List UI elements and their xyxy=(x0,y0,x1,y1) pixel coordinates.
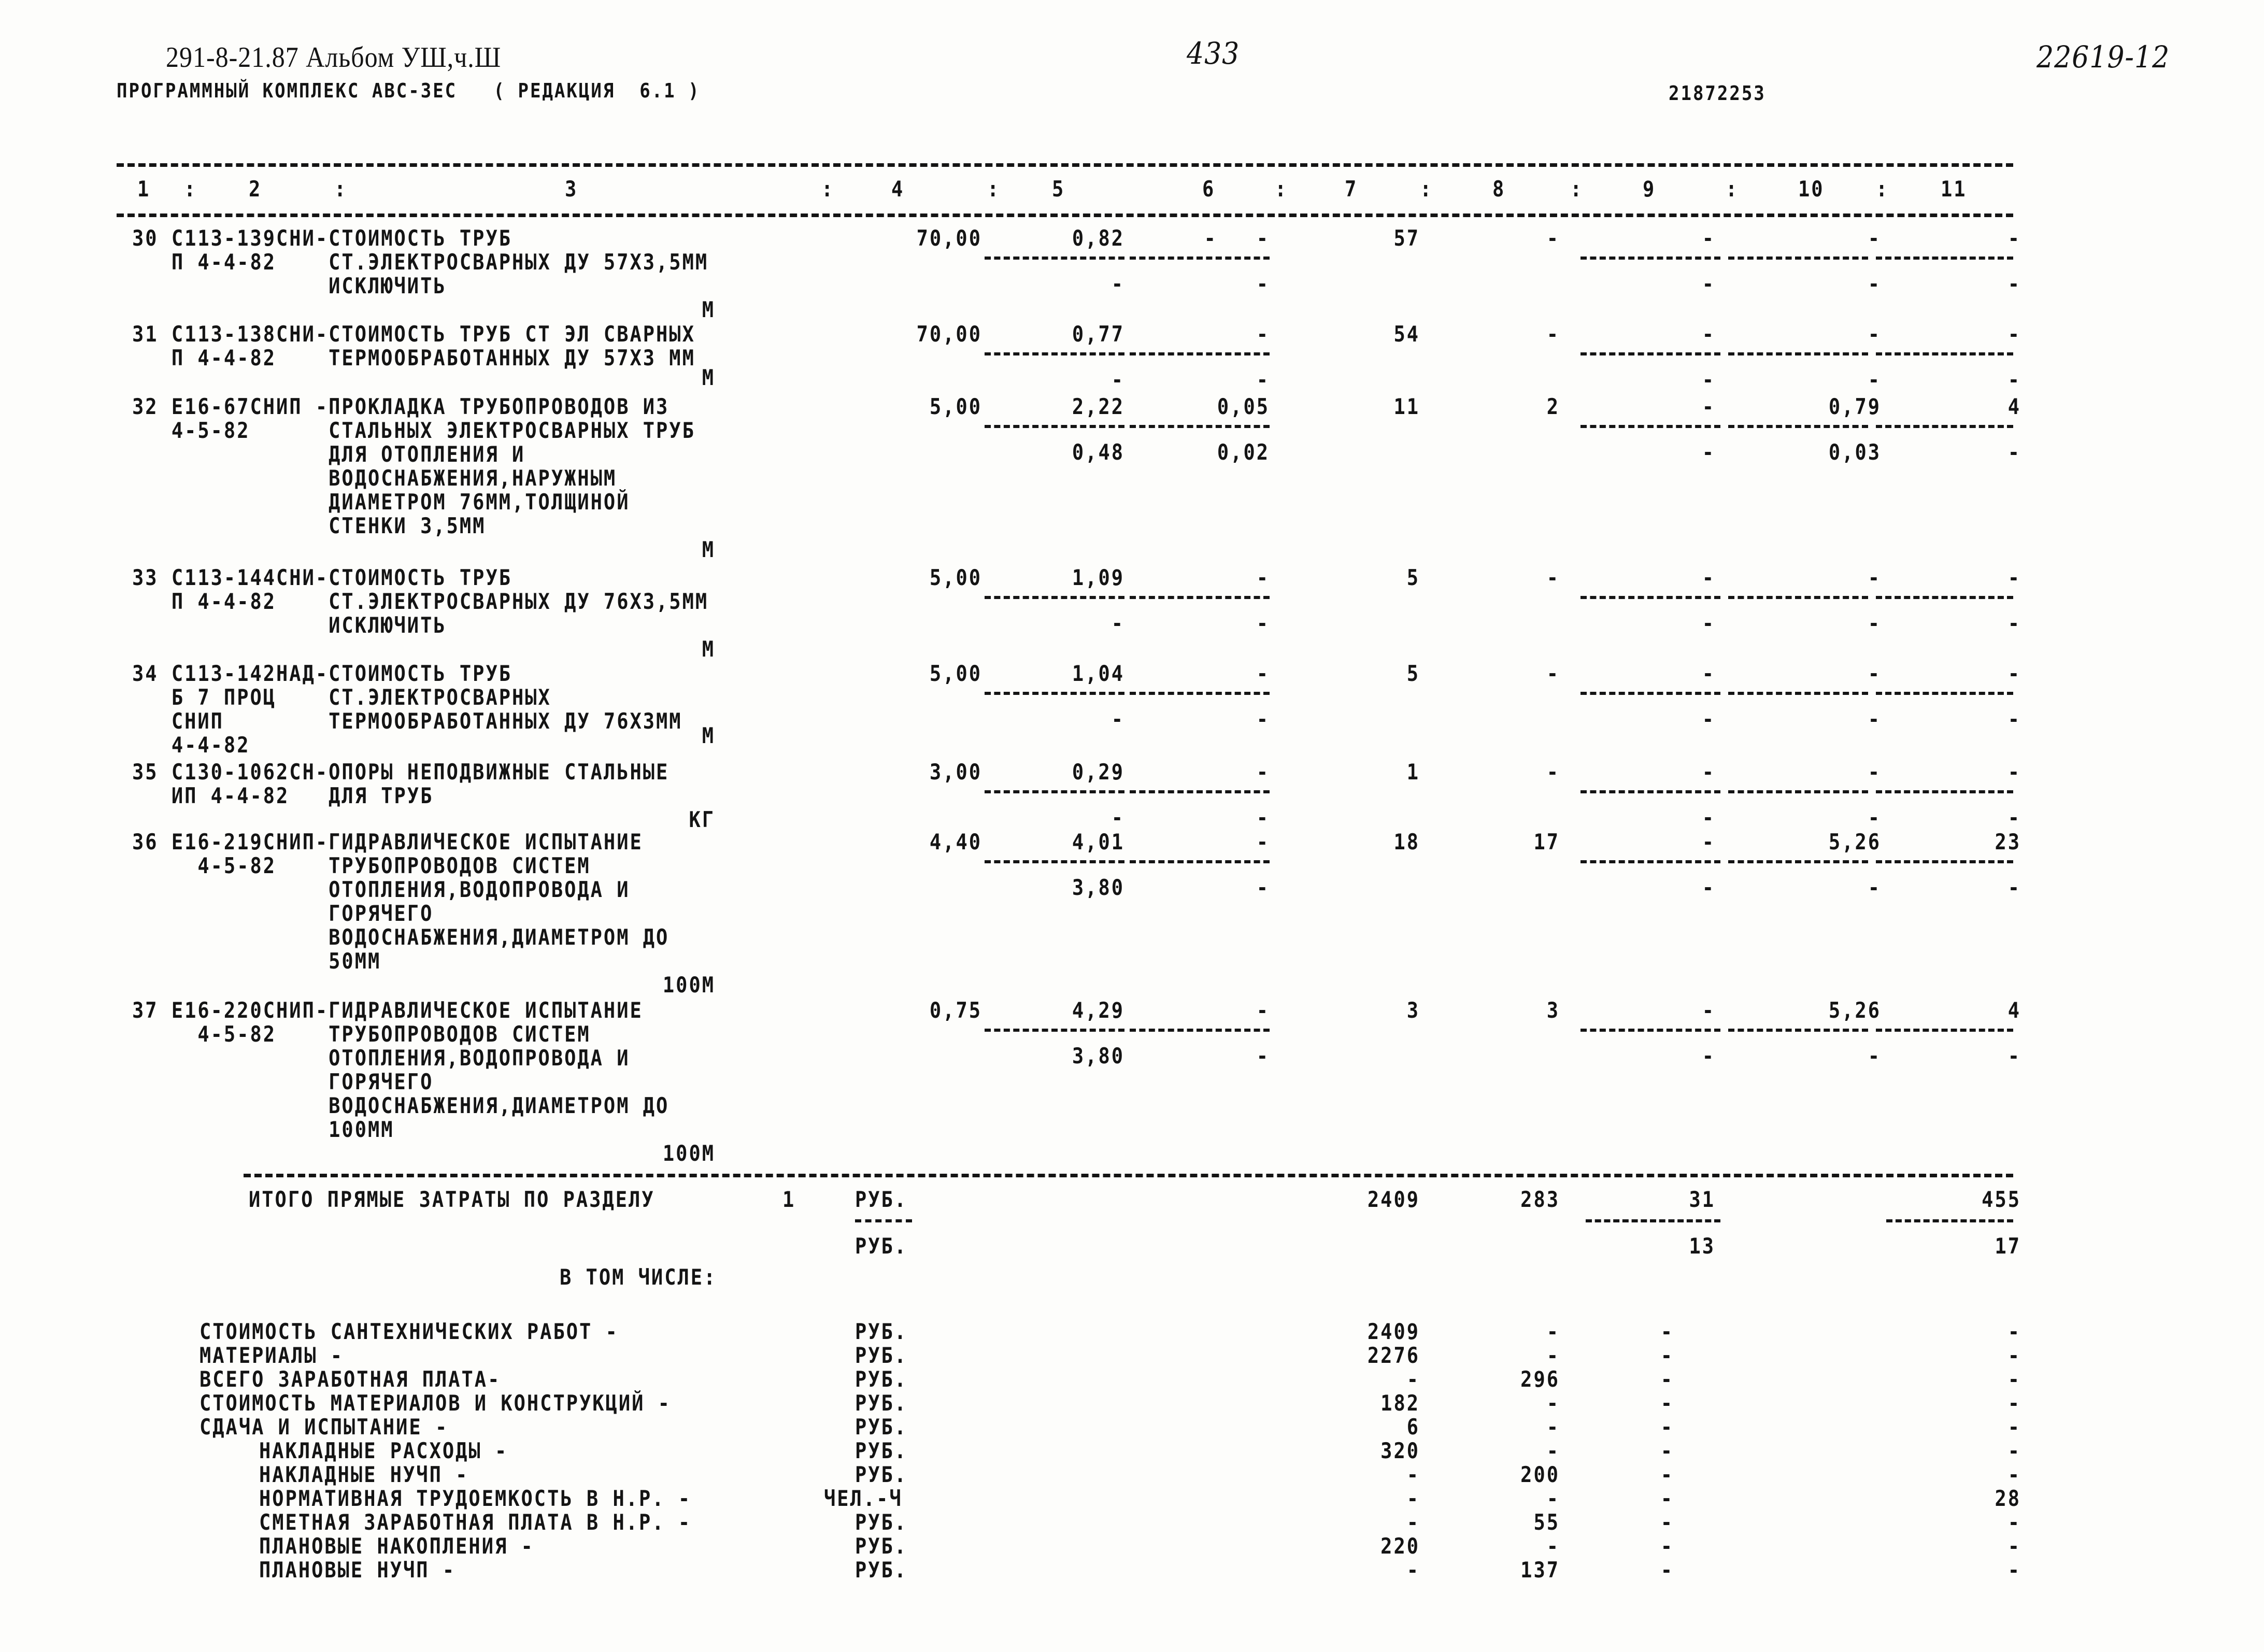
breakdown-c11: - xyxy=(2007,1319,2021,1345)
row-c11b: - xyxy=(2007,440,2021,465)
row-c9: - xyxy=(1702,226,1715,251)
row-c10-rule xyxy=(1728,860,1868,863)
row-c10: 5,26 xyxy=(1828,830,1881,855)
breakdown-c7: - xyxy=(1406,1462,1420,1488)
row-c10b: - xyxy=(1868,1044,1881,1069)
breakdown-c7: - xyxy=(1406,1558,1420,1583)
row-text-line: 4-4-82 xyxy=(132,733,250,758)
row-c11-rule xyxy=(1876,352,2013,355)
row-text-line: 33 С113-144СНИ-СТОИМОСТЬ ТРУБ xyxy=(132,565,512,591)
total-c7: 2409 xyxy=(1367,1187,1420,1213)
breakdown-c11: - xyxy=(2007,1367,2021,1392)
row-text-line: ИСКЛЮЧИТЬ xyxy=(132,274,447,299)
column-separator: : xyxy=(334,177,348,202)
column-header-7: 7 xyxy=(1345,177,1358,202)
row-text-line: ГОРЯЧЕГО xyxy=(132,901,434,927)
row-c10b: - xyxy=(1868,875,1881,901)
row-c11b: - xyxy=(2007,707,2021,732)
breakdown-label: ПЛАНОВЫЕ НУЧП - xyxy=(259,1558,456,1583)
row-c9b: - xyxy=(1702,805,1715,831)
row-c5: 4,29 xyxy=(1072,998,1124,1023)
breakdown-c7: - xyxy=(1406,1367,1420,1392)
breakdown-c8: - xyxy=(1546,1343,1560,1369)
row-c10-rule xyxy=(1728,596,1868,599)
breakdown-unit: РУБ. xyxy=(855,1558,908,1583)
doc-id: 21872253 xyxy=(1669,82,1766,106)
row-c5: 0,29 xyxy=(1072,760,1124,785)
column-separator: : xyxy=(1570,177,1584,202)
row-c5: 1,09 xyxy=(1072,565,1124,591)
row-c5-rule xyxy=(985,790,1124,793)
row-c11: - xyxy=(2007,565,2021,591)
row-c4: 5,00 xyxy=(929,661,982,687)
breakdown-unit: ЧЕЛ.-Ч xyxy=(824,1486,903,1512)
row-c6-rule xyxy=(1130,352,1270,355)
row-text-line: ДЛЯ ОТОПЛЕНИЯ И xyxy=(132,442,525,467)
row-c10b: - xyxy=(1868,707,1881,732)
row-unit: М xyxy=(702,637,715,662)
row-c8: 2 xyxy=(1546,394,1560,420)
row-c9: - xyxy=(1702,322,1715,347)
breakdown-c9: - xyxy=(1660,1486,1674,1512)
row-text-line: ОТОПЛЕНИЯ,ВОДОПРОВОДА И xyxy=(132,1046,630,1071)
total-c11b: 17 xyxy=(1995,1234,2021,1259)
row-c10b: - xyxy=(1868,272,1881,297)
row-c6b: - xyxy=(1256,707,1270,732)
row-unit: КГ xyxy=(689,807,715,833)
row-c4: 5,00 xyxy=(929,394,982,420)
breakdown-c7: 182 xyxy=(1380,1391,1420,1416)
breakdown-unit: РУБ. xyxy=(855,1439,908,1464)
row-c11: 4 xyxy=(2007,998,2021,1023)
breakdown-label: ВСЕГО ЗАРАБОТНАЯ ПЛАТА- xyxy=(200,1367,501,1392)
row-c7: 11 xyxy=(1393,394,1420,420)
page-number: 433 xyxy=(1187,36,1240,72)
row-c6b: - xyxy=(1256,805,1270,831)
row-text-line: 30 С113-139СНИ-СТОИМОСТЬ ТРУБ xyxy=(132,226,512,251)
row-text-line: 31 С113-138СНИ-СТОИМОСТЬ ТРУБ СТ ЭЛ СВАРНЫХ xyxy=(132,322,695,347)
row-c9b: - xyxy=(1702,707,1715,732)
row-c11b: - xyxy=(2007,1044,2021,1069)
breakdown-c11: - xyxy=(2007,1462,2021,1488)
row-c6: - xyxy=(1256,565,1270,591)
row-c6-rule xyxy=(1130,692,1270,695)
breakdown-unit: РУБ. xyxy=(855,1462,908,1488)
row-c6: - xyxy=(1256,830,1270,855)
breakdown-c11: - xyxy=(2007,1415,2021,1440)
column-header-2: 2 xyxy=(249,177,262,202)
breakdown-c11: - xyxy=(2007,1534,2021,1559)
column-header-9: 9 xyxy=(1643,177,1656,202)
breakdown-c9: - xyxy=(1660,1439,1674,1464)
row-c6-rule xyxy=(1130,790,1270,793)
row-c10b: 0,03 xyxy=(1828,440,1881,465)
row-c7: 57 xyxy=(1393,226,1420,251)
row-text-line: СНИП ТЕРМООБРАБОТАННЫХ ДУ 76Х3ММ xyxy=(132,709,682,734)
row-c10b: - xyxy=(1868,611,1881,636)
column-header-10: 10 xyxy=(1798,177,1825,202)
row-c6-rule xyxy=(1130,257,1270,260)
row-c5b: - xyxy=(1111,707,1124,732)
row-c7: 5 xyxy=(1406,661,1420,687)
row-c10-rule xyxy=(1728,790,1868,793)
total-c9b: 13 xyxy=(1689,1234,1715,1259)
row-text-line: ВОДОСНАБЖЕНИЯ,НАРУЖНЫМ xyxy=(132,466,617,491)
including-label: В ТОМ ЧИСЛЕ: xyxy=(560,1265,717,1290)
row-c8: 3 xyxy=(1546,998,1560,1023)
row-text-line: СТЕНКИ 3,5ММ xyxy=(132,514,486,539)
row-c6-rule xyxy=(1130,596,1270,599)
row-c6-rule xyxy=(1130,860,1270,863)
total-section: 1 xyxy=(782,1187,796,1213)
row-c5-rule xyxy=(985,596,1124,599)
breakdown-unit: РУБ. xyxy=(855,1415,908,1440)
row-c7: 5 xyxy=(1406,565,1420,591)
breakdown-c7: - xyxy=(1406,1486,1420,1512)
software-line: ПРОГРАММНЫЙ КОМПЛЕКС АВС-3ЕС ( РЕДАКЦИЯ 6.1 ) xyxy=(117,79,701,103)
row-text-line: 32 Е16-67СНИП -ПРОКЛАДКА ТРУБОПРОВОДОВ ИЗ xyxy=(132,394,670,420)
total-c8: 283 xyxy=(1520,1187,1560,1213)
archive-number: 22619-12 xyxy=(2037,40,2170,75)
row-text-line: ОТОПЛЕНИЯ,ВОДОПРОВОДА И xyxy=(132,877,630,903)
row-unit: М xyxy=(702,365,715,391)
column-separator: : xyxy=(1275,177,1288,202)
row-unit: 100М xyxy=(662,973,715,998)
row-c9-rule xyxy=(1580,790,1720,793)
breakdown-c9: - xyxy=(1660,1343,1674,1369)
row-c4: 0,75 xyxy=(929,998,982,1023)
breakdown-c11: - xyxy=(2007,1558,2021,1583)
row-c4: 3,00 xyxy=(929,760,982,785)
breakdown-c8: 55 xyxy=(1533,1510,1560,1535)
row-c9: - xyxy=(1702,760,1715,785)
breakdown-c11: - xyxy=(2007,1343,2021,1369)
row-c11b: - xyxy=(2007,272,2021,297)
breakdown-c9: - xyxy=(1660,1462,1674,1488)
row-c10b: - xyxy=(1868,367,1881,393)
row-c6b: - xyxy=(1256,1044,1270,1069)
row-text-line: 4-5-82 СТАЛЬНЫХ ЭЛЕКТРОСВАРНЫХ ТРУБ xyxy=(132,418,695,444)
row-text-line: ВОДОСНАБЖЕНИЯ,ДИАМЕТРОМ ДО xyxy=(132,925,670,950)
row-c11-rule xyxy=(1876,790,2013,793)
breakdown-unit: РУБ. xyxy=(855,1367,908,1392)
row-c6: - xyxy=(1256,661,1270,687)
column-header-1: 1 xyxy=(137,177,151,202)
row-c10-rule xyxy=(1728,352,1868,355)
row-c6: - xyxy=(1256,760,1270,785)
row-c5: 1,04 xyxy=(1072,661,1124,687)
row-c9-rule xyxy=(1580,596,1720,599)
row-text-line: 4-5-82 ТРУБОПРОВОДОВ СИСТЕМ xyxy=(132,1022,591,1047)
row-c5-rule xyxy=(985,860,1124,863)
breakdown-c9: - xyxy=(1660,1510,1674,1535)
row-c5b: 3,80 xyxy=(1072,875,1124,901)
row-c5: 2,22 xyxy=(1072,394,1124,420)
row-c9-rule xyxy=(1580,257,1720,260)
column-separator: : xyxy=(1726,177,1739,202)
breakdown-c8: 200 xyxy=(1520,1462,1560,1488)
row-text-line: ИСКЛЮЧИТЬ xyxy=(132,613,447,638)
row-c5: 0,77 xyxy=(1072,322,1124,347)
total-unit: РУБ. xyxy=(855,1187,908,1213)
column-separator: : xyxy=(821,177,835,202)
row-c6b: 0,02 xyxy=(1217,440,1270,465)
row-c7: 3 xyxy=(1406,998,1420,1023)
row-c11-rule xyxy=(1876,1029,2013,1032)
row-c9b: - xyxy=(1702,440,1715,465)
column-header-11: 11 xyxy=(1941,177,1967,202)
row-text-line: П 4-4-82 ТЕРМООБРАБОТАННЫХ ДУ 57Х3 ММ xyxy=(132,346,695,371)
breakdown-unit: РУБ. xyxy=(855,1510,908,1535)
row-c11b: - xyxy=(2007,805,2021,831)
row-c11: - xyxy=(2007,760,2021,785)
row-c5b: 3,80 xyxy=(1072,1044,1124,1069)
breakdown-c9: - xyxy=(1660,1415,1674,1440)
row-c9-rule xyxy=(1580,352,1720,355)
row-c6: - - xyxy=(1204,226,1270,251)
header-top-rule xyxy=(117,163,2013,167)
row-c4: 4,40 xyxy=(929,830,982,855)
column-header-5: 5 xyxy=(1052,177,1065,202)
header-bottom-rule xyxy=(117,213,2013,217)
breakdown-c11: - xyxy=(2007,1391,2021,1416)
row-text-line: ИП 4-4-82 ДЛЯ ТРУБ xyxy=(132,784,434,809)
row-c8: - xyxy=(1546,322,1560,347)
total-c9: 31 xyxy=(1689,1187,1715,1213)
breakdown-unit: РУБ. xyxy=(855,1319,908,1345)
row-c9b: - xyxy=(1702,875,1715,901)
album-title: 291-8-21.87 Альбом УШ,ч.Ш xyxy=(166,40,502,74)
breakdown-c8: - xyxy=(1546,1439,1560,1464)
breakdown-c7: 6 xyxy=(1406,1415,1420,1440)
row-c5b: - xyxy=(1111,367,1124,393)
breakdown-c11: - xyxy=(2007,1439,2021,1464)
total-unit2: РУБ. xyxy=(855,1234,908,1259)
breakdown-c8: 296 xyxy=(1520,1367,1560,1392)
breakdown-c7: - xyxy=(1406,1510,1420,1535)
row-c11: 23 xyxy=(1995,830,2021,855)
row-c10: - xyxy=(1868,226,1881,251)
breakdown-c8: - xyxy=(1546,1391,1560,1416)
row-c9: - xyxy=(1702,661,1715,687)
breakdown-unit: РУБ. xyxy=(855,1343,908,1369)
breakdown-label: СТОИМОСТЬ САНТЕХНИЧЕСКИХ РАБОТ - xyxy=(200,1319,619,1345)
row-c6-rule xyxy=(1130,1029,1270,1032)
row-c6b: - xyxy=(1256,367,1270,393)
row-c11-rule xyxy=(1876,596,2013,599)
breakdown-c9: - xyxy=(1660,1367,1674,1392)
row-c8: - xyxy=(1546,760,1560,785)
row-unit: М xyxy=(702,723,715,749)
row-c5b: - xyxy=(1111,805,1124,831)
row-c5-rule xyxy=(985,692,1124,695)
breakdown-c8: 137 xyxy=(1520,1558,1560,1583)
row-c6: - xyxy=(1256,322,1270,347)
row-text-line: 100ММ xyxy=(132,1117,394,1143)
row-c5b: - xyxy=(1111,611,1124,636)
row-c11-rule xyxy=(1876,860,2013,863)
row-c10: - xyxy=(1868,661,1881,687)
row-c5b: - xyxy=(1111,272,1124,297)
row-c5: 0,82 xyxy=(1072,226,1124,251)
row-c10-rule xyxy=(1728,692,1868,695)
column-separator: : xyxy=(1876,177,1889,202)
row-unit: 100М xyxy=(662,1141,715,1166)
breakdown-c7: 220 xyxy=(1380,1534,1420,1559)
row-c10-rule xyxy=(1728,1029,1868,1032)
row-c11: 4 xyxy=(2007,394,2021,420)
breakdown-label: СТОИМОСТЬ МАТЕРИАЛОВ И КОНСТРУКЦИЙ - xyxy=(200,1391,671,1416)
total-c11: 455 xyxy=(1982,1187,2021,1213)
row-c9b: - xyxy=(1702,272,1715,297)
row-c9: - xyxy=(1702,565,1715,591)
breakdown-c11: 28 xyxy=(1995,1486,2021,1512)
breakdown-c11: - xyxy=(2007,1510,2021,1535)
column-header-6: 6 xyxy=(1202,177,1216,202)
row-c7: 18 xyxy=(1393,830,1420,855)
row-c10: - xyxy=(1868,760,1881,785)
breakdown-c8: - xyxy=(1546,1415,1560,1440)
row-c7: 54 xyxy=(1393,322,1420,347)
row-c8: 17 xyxy=(1533,830,1560,855)
row-c10: 5,26 xyxy=(1828,998,1881,1023)
breakdown-c8: - xyxy=(1546,1534,1560,1559)
row-c11: - xyxy=(2007,322,2021,347)
row-c9b: - xyxy=(1702,367,1715,393)
total-top-rule xyxy=(244,1174,2013,1177)
row-text-line: 35 С130-1062СН-ОПОРЫ НЕПОДВИЖНЫЕ СТАЛЬНЫЕ xyxy=(132,760,670,785)
breakdown-c9: - xyxy=(1660,1391,1674,1416)
row-text-line: Б 7 ПРОЦ СТ.ЭЛЕКТРОСВАРНЫХ xyxy=(132,685,551,710)
row-c10: - xyxy=(1868,565,1881,591)
row-c10: - xyxy=(1868,322,1881,347)
total-c11-rule xyxy=(1886,1219,2013,1222)
row-c11: - xyxy=(2007,661,2021,687)
total-label: ИТОГО ПРЯМЫЕ ЗАТРАТЫ ПО РАЗДЕЛУ xyxy=(249,1187,655,1213)
row-text-line: ВОДОСНАБЖЕНИЯ,ДИАМЕТРОМ ДО xyxy=(132,1093,670,1119)
breakdown-c7: 2276 xyxy=(1367,1343,1420,1369)
row-c9: - xyxy=(1702,998,1715,1023)
total-unit-rule xyxy=(855,1219,912,1222)
breakdown-label: НАКЛАДНЫЕ РАСХОДЫ - xyxy=(259,1439,508,1464)
row-unit: М xyxy=(702,297,715,323)
breakdown-c8: - xyxy=(1546,1319,1560,1345)
breakdown-c9: - xyxy=(1660,1534,1674,1559)
row-c11: - xyxy=(2007,226,2021,251)
row-c4: 70,00 xyxy=(916,226,982,251)
row-c10-rule xyxy=(1728,425,1868,428)
row-c5: 4,01 xyxy=(1072,830,1124,855)
column-header-4: 4 xyxy=(891,177,905,202)
breakdown-label: СМЕТНАЯ ЗАРАБОТНАЯ ПЛАТА В Н.Р. - xyxy=(259,1510,692,1535)
row-unit: М xyxy=(702,537,715,563)
row-c5b: 0,48 xyxy=(1072,440,1124,465)
row-c8: - xyxy=(1546,661,1560,687)
row-c9-rule xyxy=(1580,1029,1720,1032)
breakdown-unit: РУБ. xyxy=(855,1391,908,1416)
row-c11-rule xyxy=(1876,692,2013,695)
column-separator: : xyxy=(184,177,197,202)
row-c9: - xyxy=(1702,394,1715,420)
row-c8: - xyxy=(1546,565,1560,591)
row-c5-rule xyxy=(985,425,1124,428)
row-c11b: - xyxy=(2007,611,2021,636)
breakdown-unit: РУБ. xyxy=(855,1534,908,1559)
breakdown-label: НОРМАТИВНАЯ ТРУДОЕМКОСТЬ В Н.Р. - xyxy=(259,1486,692,1512)
row-c10b: - xyxy=(1868,805,1881,831)
row-c9-rule xyxy=(1580,692,1720,695)
row-c4: 5,00 xyxy=(929,565,982,591)
column-separator: : xyxy=(987,177,1001,202)
row-c10: 0,79 xyxy=(1828,394,1881,420)
row-c6b: - xyxy=(1256,875,1270,901)
row-c7: 1 xyxy=(1406,760,1420,785)
row-c11b: - xyxy=(2007,367,2021,393)
row-c6b: - xyxy=(1256,272,1270,297)
breakdown-label: ПЛАНОВЫЕ НАКОПЛЕНИЯ - xyxy=(259,1534,534,1559)
breakdown-label: МАТЕРИАЛЫ - xyxy=(200,1343,344,1369)
breakdown-c7: 320 xyxy=(1380,1439,1420,1464)
row-text-line: 36 Е16-219СНИП-ГИДРАВЛИЧЕСКОЕ ИСПЫТАНИЕ xyxy=(132,830,643,855)
row-c6-rule xyxy=(1130,425,1270,428)
row-c9-rule xyxy=(1580,860,1720,863)
row-c9b: - xyxy=(1702,611,1715,636)
row-c11b: - xyxy=(2007,875,2021,901)
column-header-8: 8 xyxy=(1492,177,1506,202)
row-c8: - xyxy=(1546,226,1560,251)
breakdown-c9: - xyxy=(1660,1558,1674,1583)
row-c5-rule xyxy=(985,352,1124,355)
column-separator: : xyxy=(1420,177,1433,202)
row-text-line: ГОРЯЧЕГО xyxy=(132,1070,434,1095)
breakdown-c7: 2409 xyxy=(1367,1319,1420,1345)
column-header-3: 3 xyxy=(565,177,578,202)
row-text-line: 4-5-82 ТРУБОПРОВОДОВ СИСТЕМ xyxy=(132,853,591,879)
row-text-line: П 4-4-82 СТ.ЭЛЕКТРОСВАРНЫХ ДУ 57Х3,5ММ xyxy=(132,250,709,275)
breakdown-label: СДАЧА И ИСПЫТАНИЕ - xyxy=(200,1415,449,1440)
row-c11-rule xyxy=(1876,257,2013,260)
row-c11-rule xyxy=(1876,425,2013,428)
row-c9b: - xyxy=(1702,1044,1715,1069)
row-text-line: 34 С113-142НАД-СТОИМОСТЬ ТРУБ xyxy=(132,661,512,687)
row-text-line: П 4-4-82 СТ.ЭЛЕКТРОСВАРНЫХ ДУ 76Х3,5ММ xyxy=(132,589,709,615)
row-c6b: - xyxy=(1256,611,1270,636)
row-c4: 70,00 xyxy=(916,322,982,347)
row-c9: - xyxy=(1702,830,1715,855)
breakdown-label: НАКЛАДНЫЕ НУЧП - xyxy=(259,1462,469,1488)
row-text-line: ДИАМЕТРОМ 76ММ,ТОЛЩИНОЙ xyxy=(132,490,630,515)
row-c6: 0,05 xyxy=(1217,394,1270,420)
breakdown-c9: - xyxy=(1660,1319,1674,1345)
row-text-line: 37 Е16-220СНИП-ГИДРАВЛИЧЕСКОЕ ИСПЫТАНИЕ xyxy=(132,998,643,1023)
total-c9-rule xyxy=(1586,1219,1720,1222)
row-c5-rule xyxy=(985,1029,1124,1032)
row-c10-rule xyxy=(1728,257,1868,260)
breakdown-c8: - xyxy=(1546,1486,1560,1512)
row-c5-rule xyxy=(985,257,1124,260)
row-c6: - xyxy=(1256,998,1270,1023)
row-text-line: 50ММ xyxy=(132,949,381,974)
row-c9-rule xyxy=(1580,425,1720,428)
